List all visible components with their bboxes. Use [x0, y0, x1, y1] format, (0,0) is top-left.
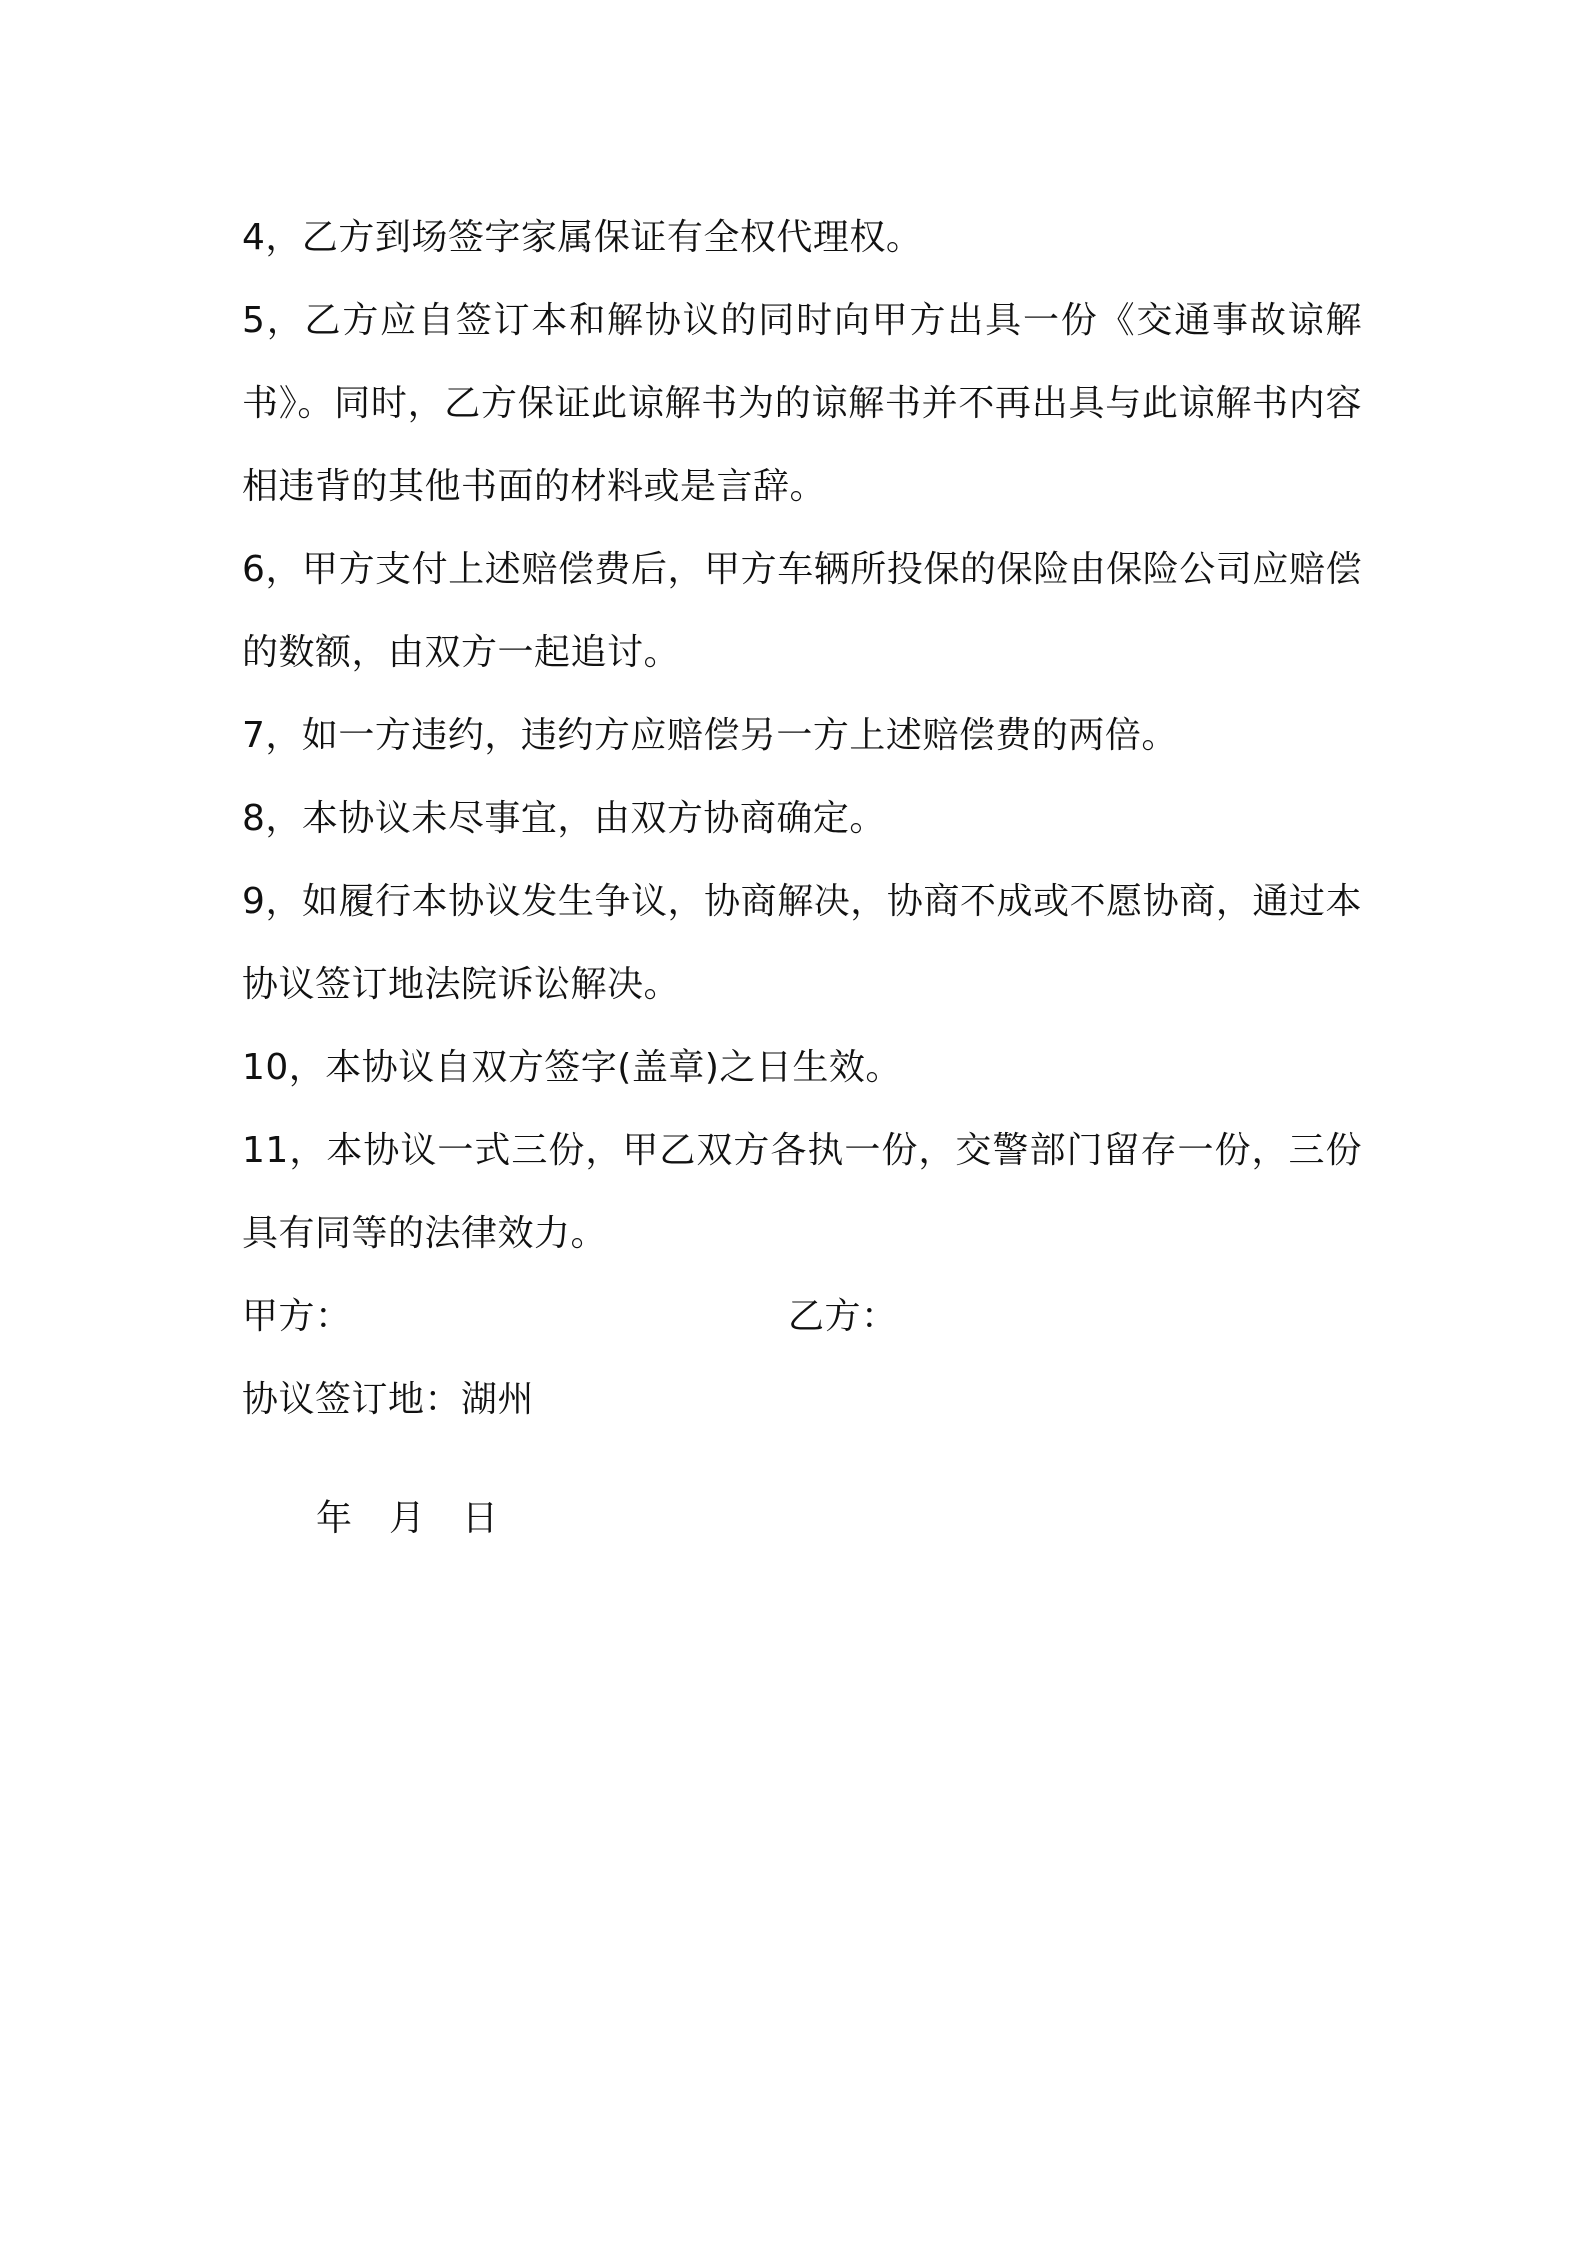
clause-11: 11，本协议一式三份，甲乙双方各执一份，交警部门留存一份，三份具有同等的法律效力。: [242, 1130, 1362, 1254]
date-line: 年 月 日: [316, 1498, 499, 1539]
signature-row: [242, 1275, 1362, 1358]
clause-7: 7，如一方违约，违约方应赔偿另一方上述赔偿费的两倍。: [242, 715, 1178, 756]
agreement-body: [242, 196, 1362, 1596]
party-b-label: 乙方：: [788, 1296, 898, 1337]
clause-4: 4，乙方到场签字家属保证有全权代理权。: [242, 217, 923, 258]
clause-10: 10，本协议自双方签字(盖章)之日生效。: [242, 1047, 902, 1088]
clause-9: 9，如履行本协议发生争议，协商解决，协商不成或不愿协商，通过本协议签订地法院诉讼解决。: [242, 881, 1362, 1005]
party-a-label: 甲方：: [242, 1296, 352, 1337]
signing-place: 协议签订地：湖州: [242, 1379, 535, 1420]
clause-5: 5，乙方应自签订本和解协议的同时向甲方出具一份《交通事故谅解书》。同时，乙方保证此谅解书为的谅解书并不再出具与此谅解书内容相违背的其他书面的材料或是言辞。: [242, 300, 1362, 507]
clause-6: 6，甲方支付上述赔偿费后，甲方车辆所投保的保险由保险公司应赔偿的数额，由双方一起追讨。: [242, 549, 1362, 673]
clause-8: 8，本协议未尽事宜，由双方协商确定。: [242, 798, 886, 839]
